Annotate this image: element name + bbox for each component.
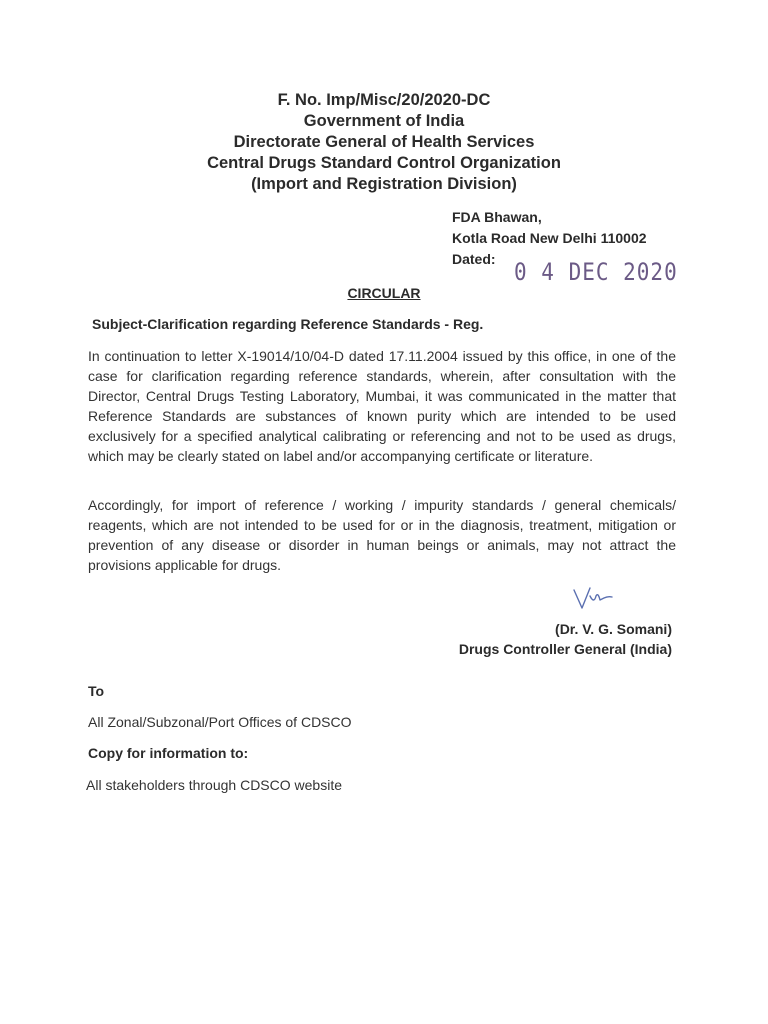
- file-number: F. No. Imp/Misc/20/2020-DC: [277, 91, 491, 109]
- dated-label: Dated:: [452, 251, 496, 267]
- body-paragraph-2: Accordingly, for import of reference / working / impurity standards / general chemicals/ reagents, which are not intended to be used for or in the diagnosis, treatment, mitigation or prevention of any disease or disorder in human beings or animals, may not attract the provisions applicable for drugs.: [88, 497, 676, 573]
- signature-mark: [570, 584, 616, 614]
- organization-name: Central Drugs Standard Control Organization: [207, 154, 561, 172]
- government-name: Government of India: [303, 112, 465, 130]
- date-stamp: 0 4 DEC 2020: [514, 258, 678, 286]
- address-line-2: Kotla Road New Delhi 110002: [452, 230, 647, 246]
- to-label: To: [88, 683, 105, 699]
- subject-line: Subject-Clarification regarding Reference Standards - Reg.: [92, 316, 484, 332]
- letterhead: [0, 90, 768, 195]
- signatory-name: (Dr. V. G. Somani): [555, 621, 672, 637]
- body-paragraph-1: In continuation to letter X-19014/10/04-D dated 17.11.2004 issued by this office, in one of the case for clarification regarding reference standards, wherein, after consultation with the Director, Central Drugs Testing Laboratory, Mumbai, it was communicated in the matter that Reference Standards are substances of known purity which are intended to be used exclusively for a specified analytical calibrating or referencing and not to be used as drugs, which may be clearly stated on label and/or accompanying certificate or literature.: [88, 348, 676, 464]
- circular-title: CIRCULAR: [347, 285, 421, 301]
- address-line-1: FDA Bhawan,: [452, 209, 542, 225]
- signatory-designation: Drugs Controller General (India): [458, 641, 672, 657]
- division-name: (Import and Registration Division): [251, 175, 517, 193]
- copy-recipients: All stakeholders through CDSCO website: [86, 777, 343, 793]
- signatory-block: [459, 619, 672, 659]
- directorate-name: Directorate General of Health Services: [233, 133, 535, 151]
- recipients: All Zonal/Subzonal/Port Offices of CDSCO: [88, 714, 352, 730]
- copy-label: Copy for information to:: [88, 745, 249, 761]
